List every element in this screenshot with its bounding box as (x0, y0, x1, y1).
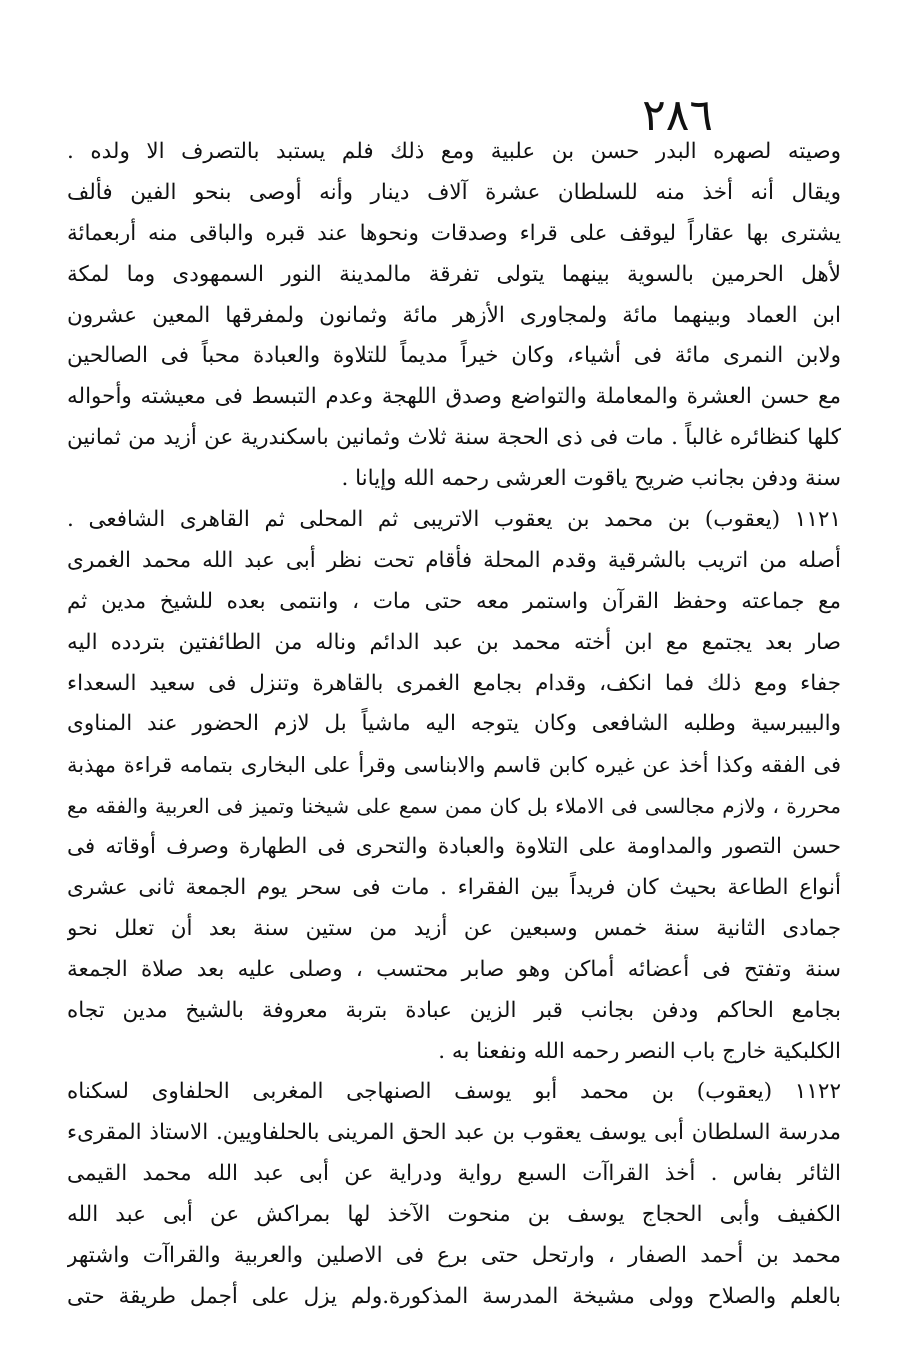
text-line: الكلبكية خارج باب النصر رحمه الله ونفعنا به . (438, 1038, 841, 1064)
text-line: والبيبرسية وطلبه الشافعى وكان يتوجه اليه ماشياً بل لازم الحضور عند المناوى (67, 711, 841, 737)
text-line: محررة ، ولازم مجالسى فى الاملاء بل كان ممن سمع على شيخنا وتميز فى العربية والفقه مع (67, 794, 841, 819)
text-line: فى الفقه وكذا أخذ عن غيره كابن قاسم والابناسى وقرأ على البخارى بتمامه قراءة مهذبة (67, 753, 841, 778)
text-line: سنة وتفتح فى أعضائه أماكن وهو صابر محتسب ، وصلى عليه بعد صلاة الجمعة (67, 956, 841, 982)
text-line: حسن التصور والمداومة على التلاوة والعبادة والتحرى فى الطهارة وصرف أوقاته فى (67, 834, 841, 860)
text-line: يشترى بها عقاراً ليوقف على قراء وصدقات ونحوها عند قبره والباقى منه أربعمائة (67, 220, 841, 246)
text-line: الثائر بفاس . أخذ القراآت السبع رواية ودراية عن أبى عبد الله محمد القيمى (67, 1161, 841, 1187)
text-line: بجامع الحاكم ودفن بجانب قبر الزين عبادة بتربة معروفة بالشيخ مدين تجاه (67, 997, 841, 1023)
text-line: جفاء ومع ذلك فما انكف، وقدام بجامع الغمرى بالقاهرة وتنزل فى سعيد السعداء (67, 670, 841, 696)
text-line: مدرسة السلطان أبى يوسف يعقوب بن عبد الحق المرينى بالحلفاويين. الاستاذ المقرىء (67, 1120, 841, 1146)
text-line: كلها كنظائره غالباً . مات فى ذى الحجة سنة ثلاث وثمانين باسكندرية عن أزيد من ثمانين (67, 425, 841, 451)
text-line: ويقال أنه أخذ منه للسلطان عشرة آلاف دينار وأنه أوصى بنحو الفين فألف (67, 179, 841, 205)
text-line: صار بعد يجتمع مع ابن أخته محمد بن عبد الدائم وناله من الطائفتين بتردده اليه (67, 629, 841, 655)
text-line: ١١٢١ (يعقوب) بن محمد بن يعقوب الاتريبى ثم المحلى ثم القاهرى الشافعى . (67, 507, 841, 533)
text-line: ولابن النمرى مائة فى أشياء، وكان خيراً مديماً للتلاوة والعبادة محباً فى الصالحين (67, 343, 841, 369)
text-line: جمادى الثانية سنة خمس وسبعين عن أزيد من ستين سنة بعد أن تعلل نحو (67, 915, 841, 941)
text-line: مع جماعته وحفظ القرآن واستمر معه حتى مات ، وانتمى بعده للشيخ مدين ثم (67, 588, 841, 614)
page-number: ٢٨٦ (642, 90, 713, 141)
text-line: أنواع الطاعة بحيث كان فريداً بين الفقراء . مات فى سحر يوم الجمعة ثانى عشرى (67, 875, 841, 901)
text-line: ابن العماد وبينهما مائة ولمجاورى الأزهر مائة وثمانون ولمفرقها المعين عشرون (67, 302, 841, 328)
text-line: مع حسن العشرة والمعاملة والتواضع وصدق اللهجة وعدم التبسط فى معيشته وأحواله (67, 384, 841, 410)
text-line: الكفيف وأبى الحجاج يوسف بن منحوت الآخذ لها بمراكش عن أبى عبد الله (67, 1202, 841, 1228)
text-line: محمد بن أحمد الصفار ، وارتحل حتى برع فى الاصلين والعربية والقراآت واشتهر (67, 1243, 841, 1269)
text-line: أصله من اتريب بالشرقية وقدم المحلة فأقام تحت نظر أبى عبد الله محمد الغمرى (67, 547, 841, 573)
body-text (67, 132, 841, 1318)
text-line: سنة ودفن بجانب ضريح ياقوت العرشى رحمه الله وإيانا . (341, 466, 841, 492)
text-line: لأهل الحرمين بالسوية بينهما يتولى تفرقة مالمدينة النور السمهودى وما لمكة (67, 261, 841, 287)
text-line: ١١٢٢ (يعقوب) بن محمد أبو يوسف الصنهاجى المغربى الحلفاوى لسكناه (67, 1079, 841, 1105)
text-line: وصيته لصهره البدر حسن بن علبية ومع ذلك فلم يستبد بالتصرف الا ولده . (67, 139, 841, 164)
text-line: بالعلم والصلاح وولى مشيخة المدرسة المذكورة.ولم يزل على أجمل طريقة حتى (67, 1283, 841, 1309)
